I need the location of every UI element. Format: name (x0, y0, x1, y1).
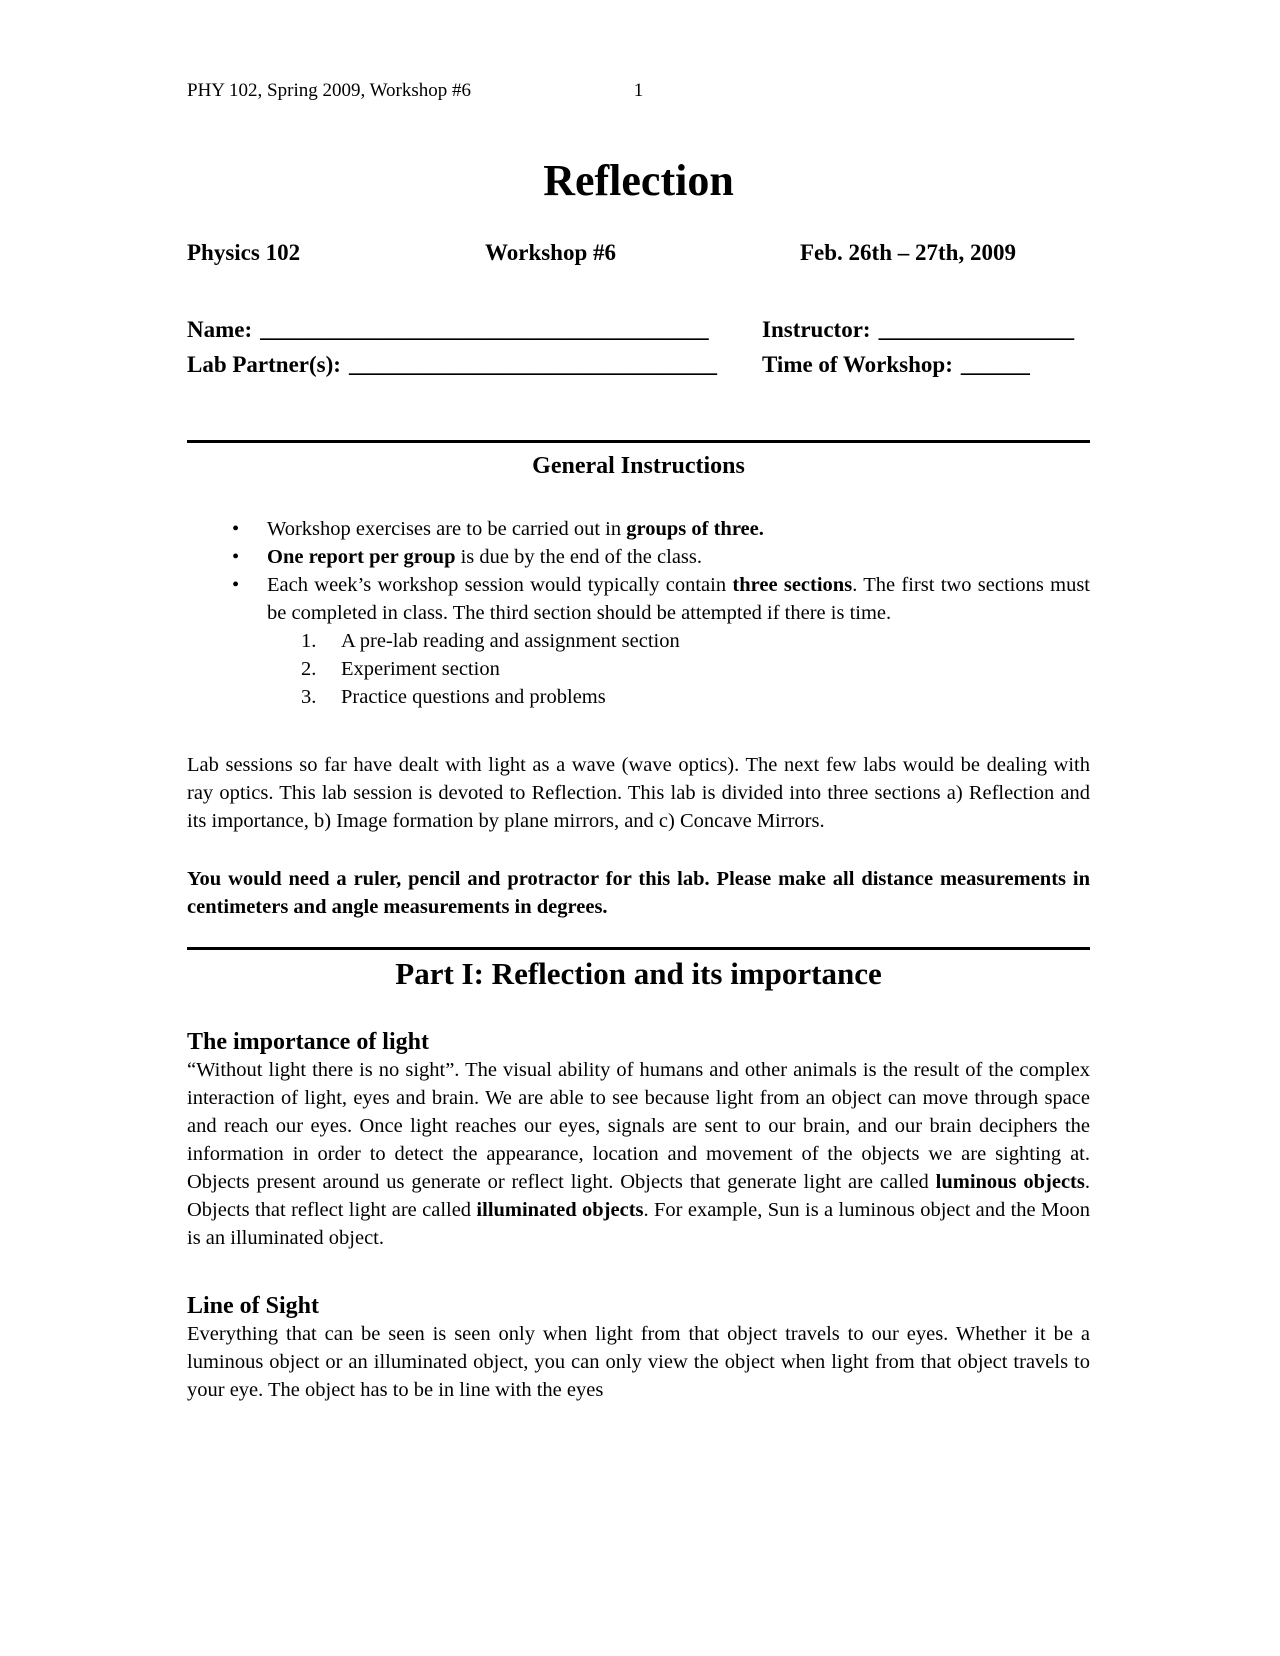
item-number: 3. (301, 686, 317, 708)
item-text: A pre-lab reading and assignment section (341, 630, 680, 652)
instructor-field (762, 312, 1090, 347)
item-text: Practice questions and problems (341, 686, 606, 708)
numbered-item (187, 683, 1090, 711)
general-instructions-list (187, 515, 1090, 711)
line-of-sight-paragraph: Everything that can be seen is seen only when light from that object travels to our eyes. Whether it be a luminous object or an illuminated object, you can only view the object when light from that object travels to your eye. The object has to be in line with the eyes (187, 1323, 1090, 1401)
importance-of-light-paragraph: “Without light there is no sight”. The visual ability of humans and other animals is the result of the complex interaction of light, eyes and brain. We are able to see because light from an object can move through space and reach our eyes. Once light reaches our eyes, signals are sent to our brain, and our brain deciphers the information in order to detect the appearance, location and movement of the objects we are sighting at. Objects present around us generate or reflect light. Objects that generate light are called luminous objects. Objects that reflect light are called illuminated objects. For example, Sun is a luminous object and the Moon is an illuminated object. (187, 1059, 1090, 1249)
section-divider-part1 (187, 947, 1090, 950)
lab-partners-label: Lab Partner(s): (187, 352, 341, 377)
partners-time-row (187, 347, 1090, 382)
instructor-blank-line: _________________ (878, 317, 1075, 342)
workshop-dates: Feb. 26th – 27th, 2009 (800, 240, 1016, 265)
line-of-sight-heading: Line of Sight (187, 1293, 320, 1319)
workshop-number: Workshop #6 (485, 240, 617, 265)
workshop-time-blank-line: ______ (960, 352, 1030, 377)
list-item (187, 515, 1090, 543)
part1-heading: Part I: Reflection and its importance (395, 956, 882, 991)
bullet-icon: • (232, 546, 240, 568)
intro-paragraph: Lab sessions so far have dealt with light as a wave (wave optics). The next few labs would be dealing with ray optics. This lab session is devoted to Reflection. This lab is divided into three sections a) Reflection and its importance, b) Image formation by plane mirrors, and c) Concave Mirrors. (187, 754, 1090, 832)
name-label: Name: (187, 317, 253, 342)
bullet-icon: • (232, 518, 240, 540)
running-header-text: PHY 102, Spring 2009, Workshop #6 (187, 80, 472, 101)
item-number: 2. (301, 658, 317, 680)
page-title: Reflection (543, 156, 734, 205)
name-blank-line: _______________________________________ (260, 317, 709, 342)
list-item (187, 571, 1090, 627)
bullet-text: One report per group is due by the end of the class. (267, 546, 702, 568)
lab-partners-blank-line: ________________________________ (348, 352, 717, 377)
bullet-icon: • (232, 574, 240, 596)
item-text: Experiment section (341, 658, 500, 680)
general-instructions-heading: General Instructions (532, 453, 745, 479)
list-item (187, 543, 1090, 571)
materials-note: You would need a ruler, pencil and protractor for this lab. Please make all distance measurements in centimeters and angle measurements in degrees. (187, 868, 1090, 918)
page-number: 1 (633, 80, 644, 101)
bullet-text: Workshop exercises are to be carried out in groups of three. (267, 518, 764, 540)
name-field (187, 312, 762, 347)
importance-of-light-heading: The importance of light (187, 1029, 429, 1055)
course-info-row (187, 240, 1090, 266)
workshop-time-label: Time of Workshop: (762, 352, 953, 377)
workshop-time-field (762, 347, 1090, 382)
running-header (187, 80, 1090, 102)
bullet-text: Each week’s workshop session would typically contain three sections. The first two sections must be completed in class. The third section should be attempted if there is time. (267, 574, 1090, 624)
instructor-label: Instructor: (762, 317, 871, 342)
section-divider-top (187, 440, 1090, 443)
item-number: 1. (301, 630, 317, 652)
lab-partners-field (187, 347, 762, 382)
numbered-item (187, 655, 1090, 683)
student-info-form (187, 312, 1090, 382)
numbered-item (187, 627, 1090, 655)
course-name: Physics 102 (187, 240, 301, 265)
name-instructor-row (187, 312, 1090, 347)
